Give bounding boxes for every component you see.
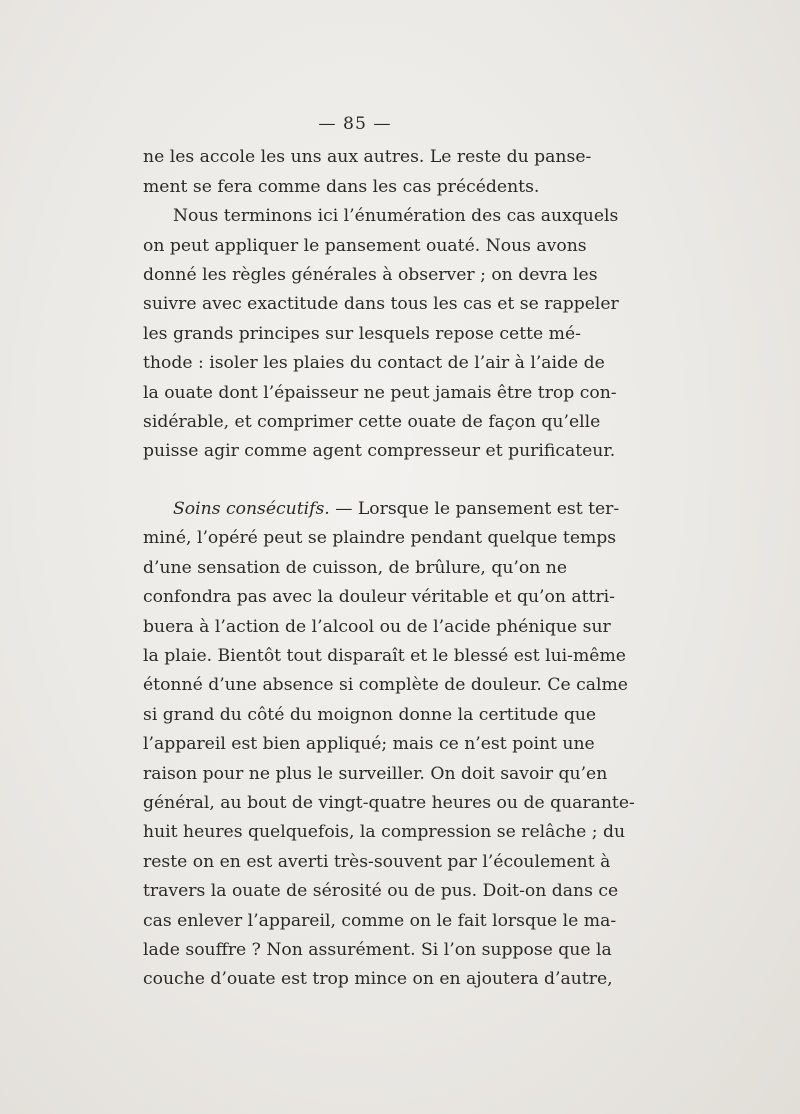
text-line: si grand du côté du moignon donne la certitude que [143,704,597,725]
text-line: étonné d’une absence si complète de douleur. Ce calme [143,675,628,696]
text-line: buera à l’action de l’alcool ou de l’acide phénique sur [143,616,611,637]
text-line: couche d’ouate est trop mince on en ajoutera d’autre, [143,969,613,990]
text-line: les grands principes sur lesquels repose cette mé- [143,323,581,344]
paragraph-spacer [143,467,567,495]
paragraph-2 [143,202,619,467]
text-line: on peut appliquer le pansement ouaté. Nous avons [143,235,587,256]
text-line: thode : isoler les plaies du contact de l’air à l’aide de [143,353,605,374]
text-line: suivre avec exactitude dans tous les cas et se rappeler [143,294,619,315]
text-line: l’appareil est bien appliqué; mais ce n’est point une [143,734,595,755]
section-heading: Soins consécutifs. [173,498,330,519]
text-line: donné les règles générales à observer ; on devra les [143,265,598,286]
page-text [143,110,635,995]
text-line: miné, l’opéré peut se plaindre pendant quelque temps [143,528,617,549]
text-line: sidérable, et comprimer cette ouate de façon qu’elle [143,412,601,433]
text-line: la plaie. Bientôt tout disparaît et le blessé est lui-même [143,645,626,666]
text-line: ne les accole les uns aux autres. Le reste du panse- [143,147,592,168]
text-line: d’une sensation de cuisson, de brûlure, qu’on ne [143,557,567,578]
paragraph-3 [143,495,635,995]
text-line: Nous terminons ici l’énumération des cas auxquels [173,206,619,227]
text-line: reste on en est averti très-souvent par l’écoulement à [143,851,611,872]
heading-continuation: — Lorsque le pansement est ter- [329,498,620,519]
paragraph-1 [143,143,592,202]
text-line: travers la ouate de sérosité ou de pus. Doit-on dans ce [143,881,619,902]
text-line: général, au bout de vingt-quatre heures ou de quarante- [143,792,635,813]
text-line [143,495,620,524]
page-number: — 85 — [318,114,392,134]
text-line: lade souffre ? Non assurément. Si l’on suppose que la [143,939,612,960]
text-line: confondra pas avec la douleur véritable et qu’on attri- [143,587,615,608]
text-line: huit heures quelquefois, la compression se relâche ; du [143,822,626,843]
text-line: ment se fera comme dans les cas précédents. [143,176,540,197]
text-line: cas enlever l’appareil, comme on le fait lorsque le ma- [143,910,617,931]
text-line: puisse agir comme agent compresseur et purificateur. [143,441,616,462]
text-line: la ouate dont l’épaisseur ne peut jamais être trop con- [143,382,617,403]
text-line: raison pour ne plus le surveiller. On doit savoir qu’en [143,763,608,784]
